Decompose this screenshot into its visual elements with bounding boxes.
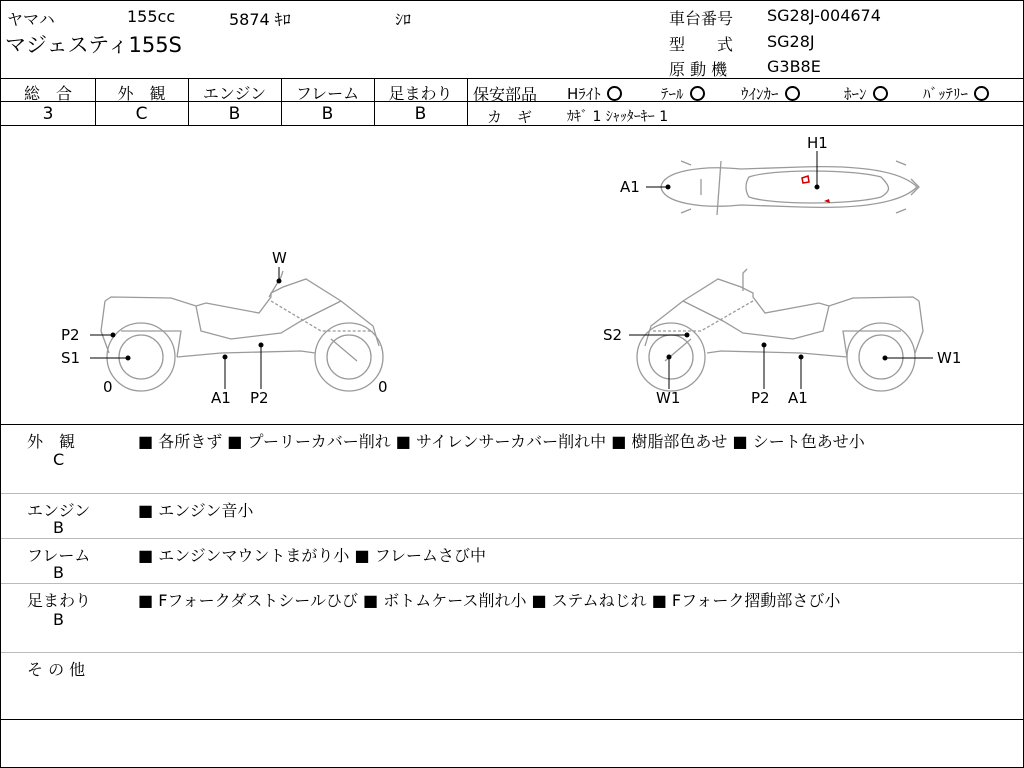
divider bbox=[1, 493, 1023, 494]
displacement: 155cc bbox=[127, 7, 176, 26]
section-frame-grade: B bbox=[53, 563, 64, 582]
frame-number-value: SG28J-004674 bbox=[767, 6, 881, 25]
frame-number-label: 車台番号 bbox=[669, 9, 734, 28]
diagram-label-s1: S1 bbox=[61, 349, 81, 367]
model-type-label: 型 式 bbox=[669, 35, 734, 54]
damage-diagram bbox=[1, 126, 1023, 424]
diagram-label-p2: P2 bbox=[751, 389, 770, 407]
diagram-label-zero: 0 bbox=[103, 378, 113, 396]
grade-frame-value: B bbox=[321, 104, 334, 124]
ok-circle-icon bbox=[873, 86, 888, 101]
ok-circle-icon bbox=[690, 86, 705, 101]
divider bbox=[1, 583, 1023, 584]
body-color: ｼﾛ bbox=[395, 10, 412, 29]
scooter-diagram-svg bbox=[1, 126, 1023, 424]
divider bbox=[1, 78, 1023, 79]
ok-circle-icon bbox=[974, 86, 989, 101]
section-suspension-title: 足まわり bbox=[27, 591, 92, 610]
divider bbox=[1, 424, 1023, 425]
engine-code-value: G3B8E bbox=[767, 57, 821, 76]
model-name: マジェスティ155S bbox=[5, 33, 182, 57]
grade-total-label: 総 合 bbox=[23, 84, 72, 103]
engine-code-label: 原 動 機 bbox=[669, 60, 728, 79]
ok-circle-icon bbox=[785, 86, 800, 101]
diagram-label-h1: H1 bbox=[807, 134, 828, 152]
safety-item-taillight: ﾃｰﾙ bbox=[661, 83, 717, 104]
section-exterior-title: 外 観 bbox=[27, 432, 76, 451]
grade-exterior-label: 外 観 bbox=[117, 84, 166, 103]
section-suspension-text: ■ Fフォークダストシールひび ■ ボトムケース削れ小 ■ ステムねじれ ■ Fフォーク摺動部さび小 bbox=[138, 591, 841, 610]
divider bbox=[1, 538, 1023, 539]
grade-exterior-value: C bbox=[135, 104, 148, 124]
diagram-label-p2: P2 bbox=[61, 326, 80, 344]
section-exterior-text: ■ 各所きず ■ プーリーカバー削れ ■ サイレンサーカバー削れ中 ■ 樹脂部色あせ ■ シート色あせ小 bbox=[138, 432, 865, 451]
diagram-label-w: W bbox=[272, 249, 287, 267]
section-engine-text: ■ エンジン音小 bbox=[138, 501, 254, 520]
section-engine-grade: B bbox=[53, 518, 64, 537]
diagram-label-a1: A1 bbox=[211, 389, 231, 407]
grade-engine-label: エンジン bbox=[202, 84, 267, 103]
grade-suspension-label: 足まわり bbox=[388, 84, 453, 103]
section-engine-title: エンジン bbox=[27, 501, 91, 520]
section-frame-text: ■ エンジンマウントまがり小 ■ フレームさび中 bbox=[138, 546, 487, 565]
model-type-value: SG28J bbox=[767, 32, 815, 51]
key-value: ｶｷﾞ 1 ｼｬｯﾀｰｷｰ 1 bbox=[567, 109, 669, 125]
section-suspension-grade: B bbox=[53, 610, 64, 629]
right-side-scooter-drawing bbox=[637, 269, 923, 391]
section-frame-title: フレーム bbox=[27, 546, 91, 565]
grade-engine-value: B bbox=[228, 104, 241, 124]
diagram-label-zero: 0 bbox=[378, 378, 388, 396]
safety-item-headlight: Hﾗｲﾄ bbox=[567, 83, 634, 104]
diagram-label-w1: W1 bbox=[937, 349, 962, 367]
mileage: 5874 ｷﾛ bbox=[229, 10, 291, 29]
section-other-title: そ の 他 bbox=[27, 660, 86, 679]
diagram-label-p2: P2 bbox=[250, 389, 269, 407]
maker: ヤマハ bbox=[7, 10, 55, 29]
key-label: カ ギ bbox=[487, 108, 533, 126]
divider bbox=[1, 719, 1023, 720]
diagram-label-a1: A1 bbox=[788, 389, 808, 407]
ok-circle-icon bbox=[607, 86, 622, 101]
diagram-label-s2: S2 bbox=[603, 326, 623, 344]
damage-mark bbox=[802, 176, 809, 183]
safety-item-battery: ﾊﾞｯﾃﾘｰ bbox=[923, 83, 989, 104]
section-exterior-grade: C bbox=[53, 450, 65, 469]
grade-suspension-value: B bbox=[414, 104, 427, 124]
grade-total-value: 3 bbox=[42, 104, 54, 124]
safety-item-winker: ｳｲﾝｶｰ bbox=[741, 83, 812, 104]
diagram-label-a1: A1 bbox=[620, 178, 640, 196]
diagram-label-w1: W1 bbox=[656, 389, 681, 407]
grade-frame-label: フレーム bbox=[295, 84, 360, 103]
top-view-scooter-drawing bbox=[661, 161, 919, 215]
left-side-scooter-drawing bbox=[101, 271, 383, 391]
safety-parts-title: 保安部品 bbox=[473, 85, 538, 104]
divider bbox=[1, 652, 1023, 653]
safety-item-horn: ﾎｰﾝ bbox=[844, 83, 900, 104]
